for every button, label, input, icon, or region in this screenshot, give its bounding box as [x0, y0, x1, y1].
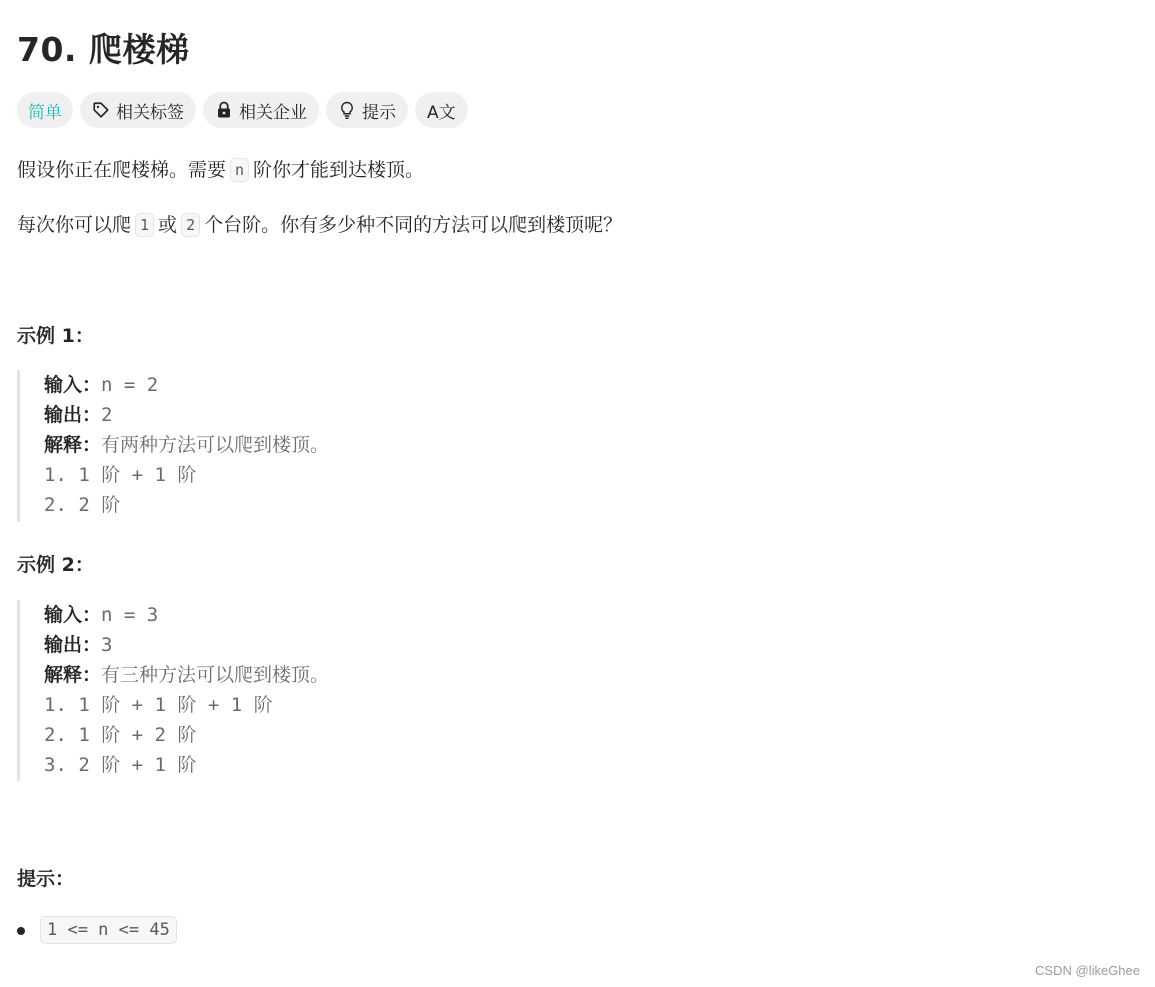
problem-chips	[17, 92, 468, 128]
example-2-block	[17, 600, 329, 781]
description-paragraph-1	[17, 155, 424, 182]
output-value: 2	[101, 404, 113, 426]
example-step: 2. 1 阶 + 2 阶	[44, 724, 197, 746]
example-input-line	[44, 370, 329, 400]
example-explain-line	[44, 430, 329, 460]
example-explain-line	[44, 660, 329, 690]
watermark: CSDN @likeGhee	[1035, 963, 1140, 978]
bullet-icon	[17, 927, 25, 935]
example-1-block	[17, 370, 329, 522]
translate-button[interactable]	[415, 92, 468, 128]
explain-text: 有三种方法可以爬到楼顶。	[101, 664, 330, 686]
list-item	[17, 917, 177, 945]
explain-label: 解释：	[44, 664, 102, 686]
page-title: 70. 爬楼梯	[17, 30, 190, 69]
inline-code: 1	[135, 213, 154, 237]
lightbulb-icon	[338, 101, 356, 119]
lock-icon	[215, 101, 233, 119]
example-step: 3. 2 阶 + 1 阶	[44, 754, 197, 776]
example-input-line	[44, 600, 329, 630]
description-text: 个台阶。你有多少种不同的方法可以爬到楼顶呢？	[204, 214, 623, 236]
example-step: 1. 1 阶 + 1 阶 + 1 阶	[44, 694, 273, 716]
related-companies-label: 相关企业	[239, 102, 307, 123]
output-value: 3	[101, 634, 113, 656]
example-2-title: 示例 2：	[17, 554, 94, 576]
example-output-line	[44, 400, 329, 430]
description-text: 每次你可以爬	[17, 214, 132, 236]
example-step: 2. 2 阶	[44, 494, 121, 516]
translate-icon: A文	[427, 102, 456, 123]
difficulty-badge	[17, 92, 73, 128]
explain-label: 解释：	[44, 434, 102, 456]
difficulty-label: 简单	[28, 102, 62, 123]
input-label: 输入：	[44, 604, 102, 626]
explain-text: 有两种方法可以爬到楼顶。	[101, 434, 330, 456]
inline-code: 2	[181, 213, 200, 237]
example-1-title: 示例 1：	[17, 325, 94, 347]
description-text: 阶你才能到达楼顶。	[253, 159, 425, 181]
output-label: 输出：	[44, 634, 102, 656]
hint-label: 提示	[362, 102, 396, 123]
constraint-code: 1 <= n <= 45	[40, 916, 177, 944]
input-value: n = 2	[101, 374, 159, 396]
input-value: n = 3	[101, 604, 159, 626]
related-tags-button[interactable]	[80, 92, 196, 128]
example-output-line	[44, 630, 329, 660]
constraints-title: 提示：	[17, 868, 75, 890]
hint-button[interactable]	[326, 92, 408, 128]
output-label: 输出：	[44, 404, 102, 426]
related-tags-label: 相关标签	[116, 102, 184, 123]
tag-icon	[92, 101, 110, 119]
related-companies-button[interactable]	[203, 92, 319, 128]
input-label: 输入：	[44, 374, 102, 396]
description-paragraph-2	[17, 210, 622, 237]
inline-code: n	[230, 158, 249, 182]
description-text: 假设你正在爬楼梯。需要	[17, 159, 227, 181]
example-step: 1. 1 阶 + 1 阶	[44, 464, 197, 486]
description-text: 或	[158, 214, 178, 236]
